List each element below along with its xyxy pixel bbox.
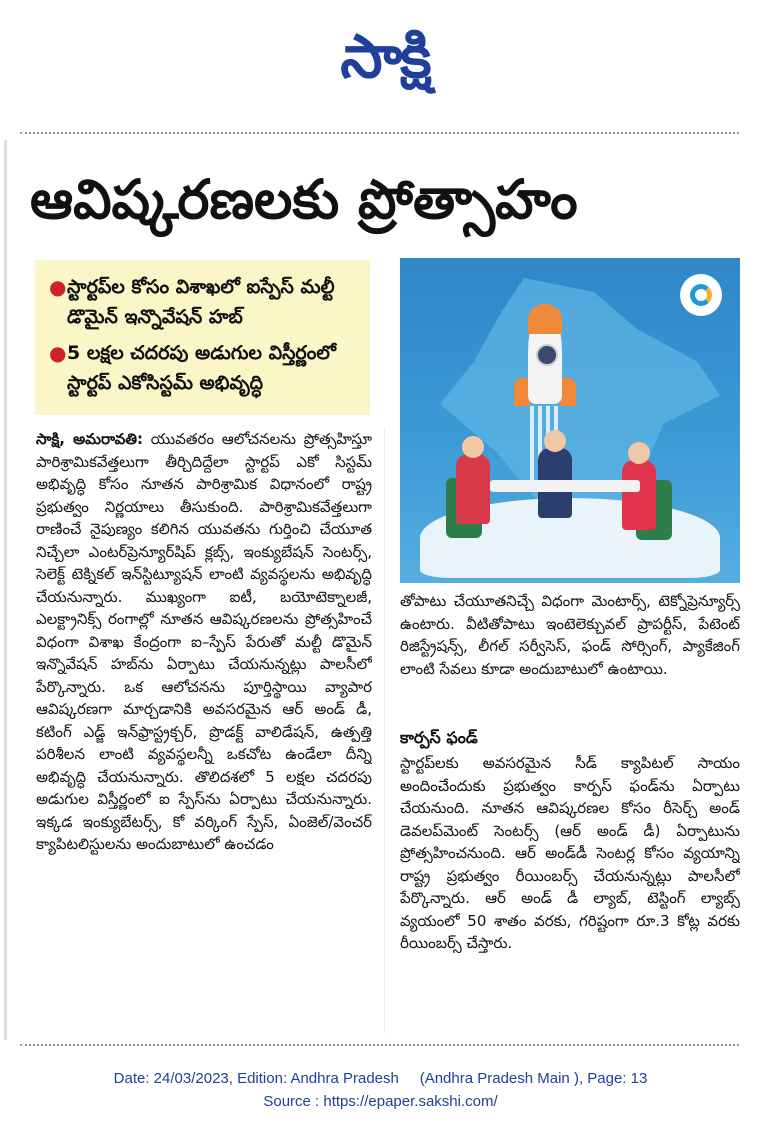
highlight-text: 5 లక్షల చదరపు అడుగుల విస్తీర్ణంలో స్టార్టప్ ఎకోసిస్టమ్ అభివృద్ధి bbox=[67, 342, 336, 394]
person-figure bbox=[456, 454, 490, 524]
top-divider bbox=[20, 132, 739, 134]
highlight-text: స్టార్టప్‌ల కోసం విశాఖలో ఐస్పేస్ మల్టీ డొమైన్ ఇన్నొవేషన్ హబ్ bbox=[67, 276, 335, 328]
highlights-box bbox=[35, 260, 370, 415]
person-head bbox=[628, 442, 650, 464]
bottom-divider bbox=[20, 1044, 739, 1046]
person-head bbox=[544, 430, 566, 452]
dateline: సాక్షి, అమరావతి: bbox=[36, 430, 144, 448]
headline: ఆవిష్కరణలకు ప్రోత్సాహం bbox=[30, 168, 578, 231]
startup-illustration bbox=[400, 258, 740, 583]
footer-source: Source : https://epaper.sakshi.com/ bbox=[263, 1093, 498, 1110]
article-column-right-top: తోపాటు చేయూతనిచ్చే విధంగా మెంటార్స్, టెక్నోప్రెన్యూర్స్ ఉంటారు. వీటితోపాటు ఇంటెలెక్చువల్ ప్రాపర్టీస్, పేటెంట్ రిజిస్ట్రేషన్స్, లీగల్ సర్వీసెస్, ఫండ్ సోర్సింగ్, ప్యాకేజింగ్ లాంటి సేవలు కూడా అందుబాటులో ఉంటాయి. bbox=[400, 592, 740, 678]
person-figure bbox=[622, 460, 656, 530]
article-column-right-bottom: స్టార్టప్‌లకు అవసరమైన సీడ్ క్యాపిటల్ సాయం అందించేందుకు ప్రభుత్వం కార్పస్ ఫండ్‌ను ఏర్పాటు చేయనుంది. నూతన ఆవిష్కరణల కోసం రీసెర్చ్ అండ్ డెవలప్‌మెంట్ సెంటర్స్ (ఆర్ అండ్ డీ) ఏర్పాటును ప్రోత్సహించనుంది. ఆర్ అండ్‌డీ సెంటర్ల కోసం వ్యయాన్ని రాష్ట్ర ప్రభుత్వం రీయింబర్స్ చేయనున్నట్లు పాలసీలో పేర్కొన్నారు. ఆర్ అండ్ డీ ల్యాబ్, టెస్టింగ్ ల్యాబ్స్ వ్యయంలో 50 శాతం వరకు, గరిష్టంగా రూ.3 కోట్ల వరకు రీయింబర్స్ చేస్తారు. bbox=[400, 754, 740, 952]
rocket-window bbox=[536, 344, 558, 366]
bullet-icon: ● bbox=[49, 341, 67, 365]
footer-edition-info: Date: 24/03/2023, Edition: Andhra Pradesh (Andhra Pradesh Main ), Page: 13 bbox=[113, 1070, 648, 1087]
highlight-item bbox=[49, 338, 360, 398]
bullet-icon: ● bbox=[49, 275, 67, 299]
person-head bbox=[462, 436, 484, 458]
article-column-left bbox=[36, 428, 372, 1033]
desk-shape bbox=[490, 480, 640, 492]
masthead-logo bbox=[270, 14, 500, 100]
rocket-fin-right bbox=[560, 378, 576, 406]
column-divider bbox=[384, 428, 385, 1033]
logo-text: సాక్షి bbox=[340, 22, 430, 92]
highlight-item bbox=[49, 272, 360, 332]
brand-badge-icon bbox=[680, 274, 722, 316]
rocket-nose bbox=[528, 304, 562, 334]
section-subhead: కార్పస్ ఫండ్ bbox=[400, 728, 478, 747]
article-body-left: యువతరం ఆలోచనలను ప్రోత్సహిస్తూ పారిశ్రామికవేత్తలుగా తీర్చిదిద్దేలా స్టార్టప్ ఎకో సిస్టమ్ అభివృద్ధి కోసం నూతన పారిశ్రామిక విధానంలో రాష్ట్ర ప్రభుత్వం నిర్ణయాలు తీసుకుంది. పారిశ్రామికవేత్తలుగా రాణించే నైపుణ్యం కలిగిన యువతను గుర్తించి చేయూత నిచ్చేలా ఎంటర్‌ప్రెన్యూర్‌షిప్ క్లబ్స్, ఇంక్యుబేషన్ సెంటర్స్, సెలెక్ట్ టెక్నికల్ ఇన్‌స్టిట్యూషన్ లాంటి వ్యవస్థలను అభివృద్ధి చేయనున్నారు. ముఖ్యంగా ఐటీ, బయోటెక్నాలజీ, ఎలక్ట్రానిక్స్ రంగాల్లో నూతన ఆవిష్కరణలను ప్రోత్సహించే విధంగా విశాఖ కేంద్రంగా ఐ–స్పేస్ పేరుతో మల్టీ డొమైన్ ఇన్నొవేషన్ హబ్‌ను ఏర్పాటు చేయనున్నట్లు పాలసీలో పేర్కొన్నారు. ఒక ఆలోచనను పూర్తిస్థాయి వ్యాపార ఆవిష్కరణగా మార్చడానికి అవసరమైన ఆర్ అండ్ డీ, కటింగ్ ఎడ్జ్ ఇన్‌ఫ్రాస్ట్రక్చర్, ప్రొడక్ట్ వాలిడేషన్, ఉత్పత్తి పరిశీలన లాంటి వ్యవస్థలన్నీ ఒకచోట ఉండేలా దీన్ని అభివృద్ధి చేయనున్నారు. తొలిదశలో 5 లక్షల చదరపు అడుగుల విస్తీర్ణంలో ఐ స్పేస్‌ను ఏర్పాటు చేయనున్నారు. ఇక్కడ ఇంక్యుబేటర్స్, కో వర్కింగ్ స్పేస్, ఏంజెల్/వెంచర్ క్యాపిటలిస్టులను అందుబాటులో ఉంచడం bbox=[36, 430, 372, 853]
page-edge bbox=[4, 140, 7, 1040]
